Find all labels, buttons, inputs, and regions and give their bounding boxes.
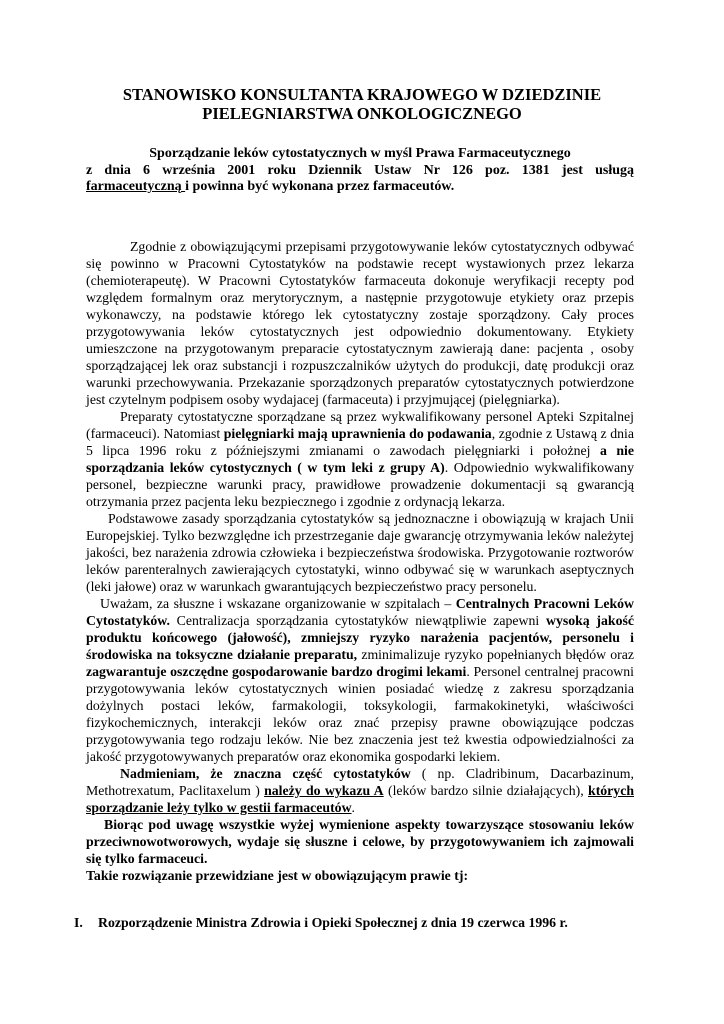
paragraph-2-text-d: . Odpowiednio wykwalifikowany personel, bezpieczne warunki pracy, prawidłowe prowadzenie dokumentacji są gwarancją otrzymania przez pacjenta leku bezpiecznego i zgodnie z ordynacją lekarza. [86, 460, 634, 509]
paragraph-2 [86, 408, 634, 510]
paragraph-5-text-a: ( np. Cladribinum, Dacarbazinum, Methotrexatum, Paclitaxelum ) [86, 766, 634, 798]
subtitle-line-1: Sporządzanie leków cytostatycznych w myśl Prawa Farmaceutycznego [149, 146, 571, 161]
paragraph-5-bold-1: Nadmieniam, że znaczna część cytostatyków [120, 766, 411, 781]
title-line-1: STANOWISKO KONSULTANTA KRAJOWEGO W DZIEDZINIE [122, 85, 602, 104]
paragraph-7: Takie rozwiązanie przewidziane jest w obowiązującym prawie tj: [86, 868, 469, 883]
paragraph-1: Zgodnie z obowiązującymi przepisami przygotowywanie leków cytostatycznych odbywać się powinno w Pracowni Cytostatyków na podstawie recept wystawionych przez lekarza (chemioterapeutę). W Pracowni Cytostatyków farmaceuta dokonuje weryfikacji recepty pod względem formalnym oraz merytorycznym, a następnie przygotowuje etykiety oraz przepis wykonawczy, na podstawie którego lek cytostatyczny zostaje sporządzony. Cały proces przygotowywania leków cytostatycznych jest odpowiednio dokumentowany. Etykiety umieszczone na przygotowanym preparacie cytostatycznym zawierają dane: pacjenta , osoby sporządzającej lek oraz substancji i rozpuszczalników użytych do produkcji, datę produkcji oraz warunki przechowywania. Przekazanie sporządzonych preparatów cytostatycznych potwierdzone jest czytelnym podpisem osoby wydajacej (farmaceuta) i przyjmującej (pielęgniarka). [86, 239, 634, 407]
subtitle-line-3-rest: i powinna być wykonana przez farmaceutów. [185, 179, 455, 194]
legal-list-item [74, 914, 634, 931]
paragraph-5-bold-underlined-2: których sporządzanie leży tylko w gestii farmaceutów [86, 783, 635, 815]
paragraph-4-text-e: . Personel centralnej pracowni przygotowywania leków cytostatycznych winien posiadać wiedzę z zakresu sporządzania dożylnych postaci leków, farmakologii, toksykologii, farmakokinetyki, właściwości fizykochemicznych, interakcji leków oraz znać przepisy prawne obowiązujące podczas przygotowywania tego rodzaju leków. Nie bez znaczenia jest też kwestia odpowiedzialności za jakość przygotowywanych preparatów oraz ekonomika gospodarki lekiem. [86, 664, 634, 764]
paragraph-4-bold-3: zagwarantuje oszczędne gospodarowanie bardzo drogimi lekami [86, 664, 467, 679]
document-subtitle [86, 146, 634, 196]
paragraph-2-bold-2: a nie sporządzania leków cytostycznych ( w tym leki z grupy A) [86, 443, 634, 475]
paragraph-4-bold-2: wysoką jakość produktu końcowego (jałowość), zmniejszy ryzyko narażenia pacjentów, personelu i środowiska na toksyczne działanie preparatu, [86, 613, 634, 662]
paragraph-5 [86, 765, 634, 816]
subtitle-underlined-text: farmaceutyczną [86, 179, 186, 194]
paragraph-3: Podstawowe zasady sporządzania cytostatyków są jednoznaczne i obowiązują w krajach Unii Europejskiej. Tylko bezwzględne ich przestrzeganie daje gwarancję otrzymywania leków należytej jakości, bez narażenia zdrowia człowieka i bezpieczeństwa środowiska. Przygotowanie roztworów leków parenteralnych zawierających cytostatyki, winno odbywać się w warunkach aseptycznych (leki jałowe) oraz w warunkach gwarantujących bezpieczeństwo pracy personelu. [86, 511, 634, 594]
paragraph-5-bold-underlined-1: należy do wykazu A [264, 783, 384, 798]
paragraph-2-text-a: Preparaty cytostatyczne sporządzane są przez wykwalifikowany personel Apteki Szpitalnej (farmaceuci). Natomiast [86, 409, 634, 441]
paragraph-4-text-d: zminimalizuje ryzyko popełnianych błędów oraz [357, 647, 635, 662]
paragraph-5-text-c: (leków bardzo silnie działających), [383, 783, 589, 798]
document-body [86, 238, 634, 884]
paragraph-6: Biorąc pod uwagę wszystkie wyżej wymienione aspekty towarzyszące stosowaniu leków przeciwnowotworowych, wydaje się słuszne i celowe, by przygotowywaniem ich zajmowali się tylko farmaceuci. [86, 817, 634, 866]
list-item-number: I. [74, 915, 83, 930]
subtitle-line-2: z dnia 6 września 2001 roku Dziennik Ustaw Nr 126 poz. 1381 jest usługą [86, 162, 634, 178]
paragraph-5-text-d: . [351, 800, 355, 815]
subtitle-line-3 [86, 179, 634, 196]
paragraph-4-text-a: Uważam, za słuszne i wskazane organizowanie w szpitalach – [100, 596, 456, 611]
paragraph-2-bold-1: pielęgniarki mają uprawnienia do podawania [223, 426, 492, 441]
document-title [84, 85, 640, 123]
paragraph-2-text-c: , zgodnie z Ustawą z dnia 5 lipca 1996 roku z późniejszymi zmianami o zawodach pielęgniarki i położnej [86, 426, 634, 458]
paragraph-4-bold-1: Centralnych Pracowni Leków Cytostatyków. [86, 596, 634, 628]
paragraph-4 [86, 595, 634, 765]
paragraph-4-text-c: Centralizacja sporządzania cytostatyków niewątpliwie zapewni [169, 613, 546, 628]
title-line-2: PIELEGNIARSTWA ONKOLOGICZNEGO [202, 104, 522, 123]
list-item-text: Rozporządzenie Ministra Zdrowia i Opieki Społecznej z dnia 19 czerwca 1996 r. [98, 915, 568, 930]
